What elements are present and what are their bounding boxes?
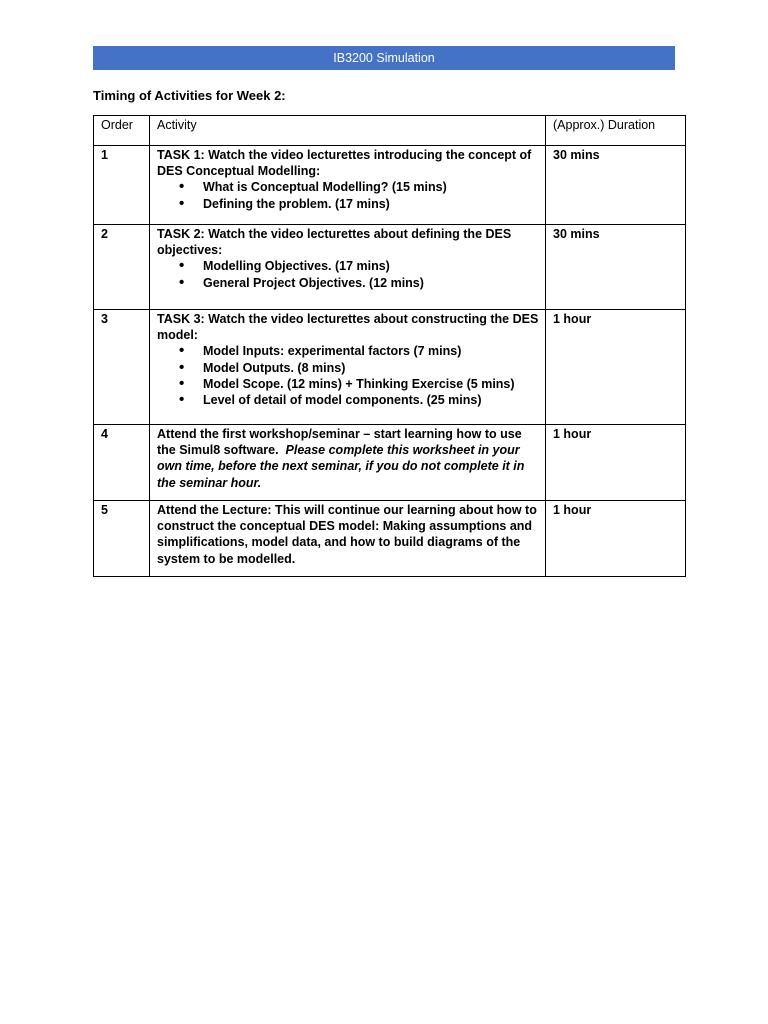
order-cell: 5	[94, 501, 150, 577]
document-header-banner	[93, 46, 675, 70]
duration-cell: 1 hour	[546, 425, 686, 501]
activity-text: Attend the Lecture: This will continue our learning about how to construct the conceptual DES model: Making assumptions and simplifications, model data, and how to build diagrams of the system to be modelled.	[157, 503, 537, 566]
column-header-duration: (Approx.) Duration	[546, 116, 686, 146]
activity-bullet-list	[157, 343, 539, 408]
activity-text: TASK 3: Watch the video lecturettes about constructing the DES model:	[157, 312, 539, 343]
section-heading: Timing of Activities for Week 2:	[93, 88, 286, 103]
activity-bullet-item: • Level of detail of model components. (25 mins)	[203, 392, 539, 408]
order-cell: 1	[94, 146, 150, 225]
activity-cell	[150, 146, 546, 225]
table-row	[94, 501, 686, 577]
column-header-order: Order	[94, 116, 150, 146]
activity-bullet-item: • Model Outputs. (8 mins)	[203, 360, 539, 376]
table-row	[94, 146, 686, 225]
activity-bullet-list	[157, 258, 539, 290]
duration-cell: 30 mins	[546, 225, 686, 310]
table-row	[94, 310, 686, 425]
activity-bullet-item: • Model Scope. (12 mins) + Thinking Exercise (5 mins)	[203, 376, 539, 392]
activity-cell	[150, 501, 546, 577]
activity-text: TASK 1: Watch the video lecturettes introducing the concept of DES Conceptual Modelling:	[157, 148, 532, 179]
table-row	[94, 225, 686, 310]
activity-bullet-item: • Model Inputs: experimental factors (7 mins)	[203, 343, 539, 359]
activities-table	[93, 115, 686, 577]
duration-cell: 1 hour	[546, 310, 686, 425]
activity-bullet-list	[157, 179, 539, 211]
activity-bullet-item: • Defining the problem. (17 mins)	[203, 196, 539, 212]
activity-cell	[150, 225, 546, 310]
activity-bullet-item: • General Project Objectives. (12 mins)	[203, 275, 539, 291]
activity-emphasis-note: Please complete this worksheet in your own time, before the next seminar, if you do not complete it in the seminar hour.	[157, 443, 525, 490]
activity-cell	[150, 310, 546, 425]
document-header-title: IB3200 Simulation	[333, 51, 435, 65]
activity-text: TASK 2: Watch the video lecturettes about defining the DES objectives:	[157, 227, 512, 258]
table-header-row	[94, 116, 686, 146]
column-header-activity: Activity	[150, 116, 546, 146]
activity-bullet-item: • What is Conceptual Modelling? (15 mins)	[203, 179, 539, 195]
activity-text: Attend the first workshop/seminar – start learning how to use the Simul8 software.	[157, 427, 522, 458]
order-cell: 2	[94, 225, 150, 310]
activity-cell	[150, 425, 546, 501]
duration-cell: 30 mins	[546, 146, 686, 225]
order-cell: 4	[94, 425, 150, 501]
activity-bullet-item: • Modelling Objectives. (17 mins)	[203, 258, 539, 274]
order-cell: 3	[94, 310, 150, 425]
table-row	[94, 425, 686, 501]
duration-cell: 1 hour	[546, 501, 686, 577]
